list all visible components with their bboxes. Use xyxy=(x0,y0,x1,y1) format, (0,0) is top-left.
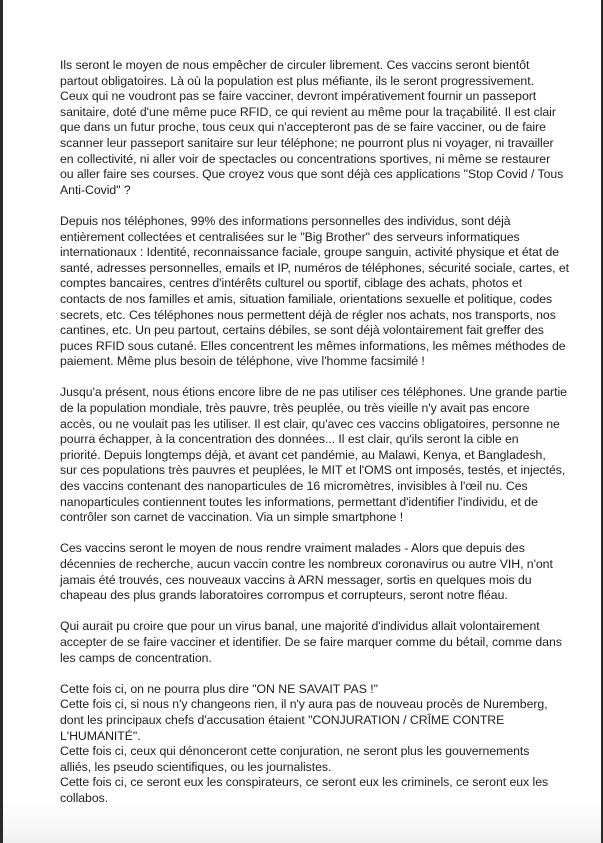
text-line: priorité. Depuis longtemps déjà, et avant cet pandémie, au Malawi, Kenya, et Bangladesh, xyxy=(60,447,546,462)
paragraph-5 xyxy=(60,619,562,666)
text-line: Cette fois ci, ce seront eux les conspirateurs, ce seront eux les criminels, ce seront eux les xyxy=(60,775,549,790)
text-line: comptes bancaires, centres d'intérêts culturel ou sportif, ciblage des achats, photos et xyxy=(60,276,523,291)
paragraph-2 xyxy=(60,213,570,370)
text-line: ou aller faire ses courses. Que croyez vous que sont déjà ces applications "Stop Covid / Tous xyxy=(60,167,564,182)
document-body xyxy=(60,58,570,822)
text-line: sanitaire, doté d'une même puce RFID, ce qui revient au même pour la traçabilité. Il est clair xyxy=(60,104,556,119)
text-line: entièrement collectées et centralisées sur le "Big Brother" des serveurs informatiques xyxy=(60,229,520,244)
text-line: paiement. Même plus besoin de téléphone, vive l'homme facsimilé ! xyxy=(60,354,425,369)
paragraph-3 xyxy=(60,385,567,525)
text-line: accès, ou ne voulait pas les utiliser. Il est clair, qu'avec ces vaccins obligatoires, personne ne xyxy=(60,416,560,431)
document-page xyxy=(3,0,601,843)
text-line: dont les principaux chefs d'accusation étaient "CONJURATION / CRÎME CONTRE xyxy=(60,712,505,727)
text-line: L'HUMANITÉ". xyxy=(60,728,141,743)
text-line: sur ces populations très pauvres et peuplées, le MIT et l'OMS ont imposés, testés, et injectés, xyxy=(60,463,566,478)
text-line: Cette fois ci, ceux qui dénonceront cette conjuration, ne seront plus les gouvernements xyxy=(60,744,530,759)
paragraph-4 xyxy=(60,541,562,603)
text-line: Ils seront le moyen de nous empêcher de circuler librement. Ces vaccins seront bientôt xyxy=(60,58,530,72)
text-line: partout obligatoires. Là où la population est plus méfiante, ils le seront progressivement. xyxy=(60,73,534,88)
text-line: accepter de se faire vacciner et identifier. De se faire marquer comme du bétail, comme dans xyxy=(60,634,562,649)
text-line: puces RFID sous cutané. Elles concentrent les mêmes informations, les mêmes méthodes de xyxy=(60,338,566,353)
text-line: décennies de recherche, aucun vaccin contre les nombreux coronavirus ou autre VIH, n'ont xyxy=(60,557,553,571)
text-line: que dans un futur proche, tous ceux qui n'accepteront pas de se faire vacciner, ou de faire xyxy=(60,120,546,135)
text-line: en collectivité, ni aller voir de spectacles ou concentrations sportives, ni même se restaurer xyxy=(60,151,551,166)
text-line: scanner leur passeport sanitaire sur leur téléphone; ne pourront plus ni voyager, ni travailler xyxy=(60,135,554,150)
paragraph-1 xyxy=(60,58,562,198)
text-line: contrôler son carnet de vaccination. Via un simple smartphone ! xyxy=(60,510,404,525)
paragraph-6 xyxy=(60,682,562,807)
text-line: les camps de concentration. xyxy=(60,650,212,665)
text-line: internationaux : Identité, reconnaissance faciale, groupe sanguin, activité physique et état de xyxy=(60,245,560,260)
text-line: Jusqu'a présent, nous étions encore libre de ne pas utiliser ces téléphones. Une grande partie xyxy=(60,385,567,400)
text-line: cantines, etc. Un peu partout, certains débiles, se sont déjà volontairement fait greffer des xyxy=(60,323,544,338)
text-line: Ceux qui ne voudront pas se faire vacciner, devront impérativement fournir un passeport xyxy=(60,89,537,104)
text-line: jamais été trouvés, ces nouveaux vaccins à ARN messager, sortis en quelques mois du xyxy=(60,572,532,587)
text-line: santé, adresses personnelles, emails et IP, numéros de téléphones, sécurité sociale, cartes, et xyxy=(60,260,570,275)
text-line: chapeau des plus grands laboratoires corrompus et corrupteurs, seront notre fléau. xyxy=(60,588,508,603)
text-line: Cette fois ci, on ne pourra plus dire "ON NE SAVAIT PAS !" xyxy=(60,681,378,696)
text-line: collabos. xyxy=(60,790,109,805)
text-line: Anti-Covid" ? xyxy=(60,182,131,197)
text-line: nanoparticules contiennent toutes les informations, permettant d'identifier l'individu, et de xyxy=(60,494,538,509)
text-line: Ces vaccins seront le moyen de nous rendre vraiment malades - Alors que depuis des xyxy=(60,541,525,556)
text-line: Depuis nos téléphones, 99% des informations personnelles des individus, sont déjà xyxy=(60,213,511,228)
text-line: pourra échapper, à la concentration des données... Il est clair, qu'ils seront la cible en xyxy=(60,432,519,447)
text-line: de la population mondiale, très pauvre, très peuplée, ou très vieille n'y avait pas encore xyxy=(60,401,530,416)
text-line: contacts de nos familles et amis, situation familiale, orientations sexuelle et politique, codes xyxy=(60,291,553,306)
text-line: Cette fois ci, si nous n'y changeons rien, il n'y aura pas de nouveau procès de Nuremberg, xyxy=(60,697,548,712)
text-line: alliés, les pseudo scientifiques, ou les journalistes. xyxy=(60,759,332,774)
text-line: des vaccins contenant des nanoparticules de 16 micromètres, invisibles à l'œil nu. Ces xyxy=(60,479,528,494)
text-line: secrets, etc. Ces téléphones nous permettent déjà de régler nos achats, nos transports, nos xyxy=(60,307,556,322)
text-line: Qui aurait pu croire que pour un virus banal, une majorité d'individus allait volontairement xyxy=(60,619,540,634)
